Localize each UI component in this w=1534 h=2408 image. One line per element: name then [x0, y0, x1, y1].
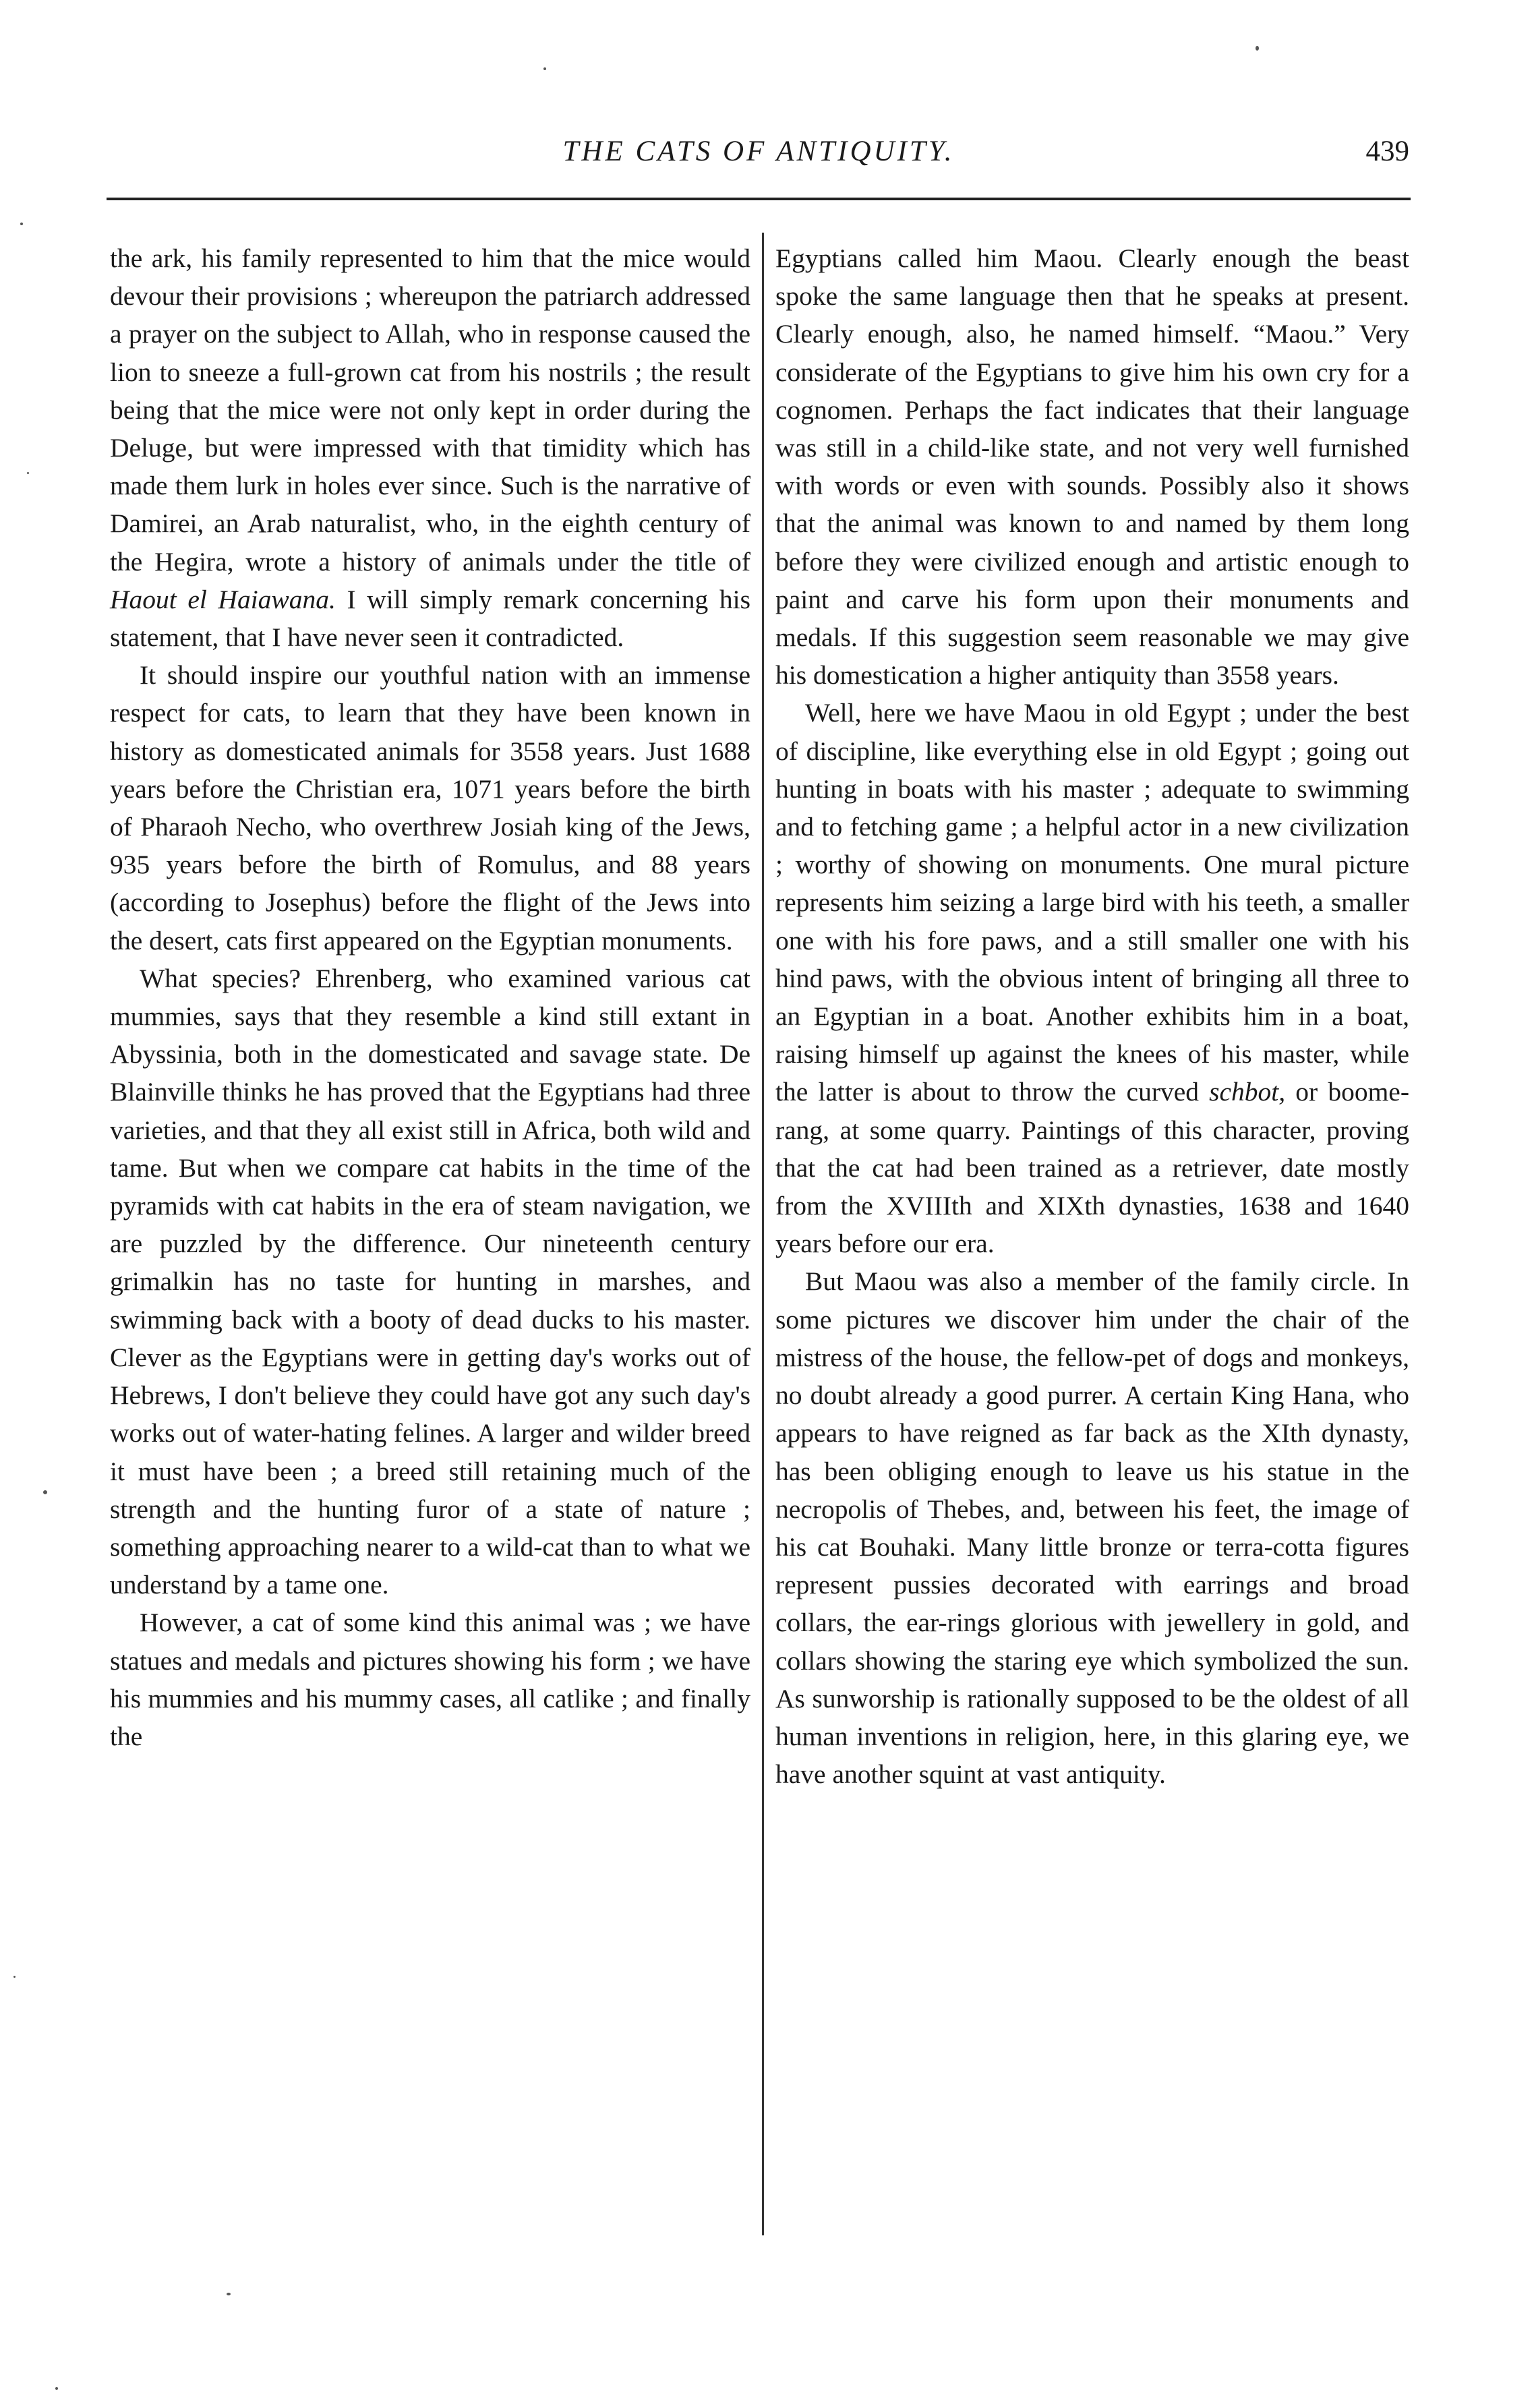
print-speck	[55, 2387, 58, 2390]
print-speck	[1256, 46, 1259, 51]
header-rule	[107, 198, 1411, 200]
print-speck	[13, 1976, 16, 1978]
paragraph: However, a cat of some kind this animal was ; we have statues and medals and pictures showing his form ; we have his mummies and his mummy cases, all catlike ; and finally the	[110, 1608, 750, 1751]
left-column	[110, 239, 750, 1755]
print-speck	[227, 2293, 231, 2295]
running-title: THE CATS OF ANTIQUITY.	[562, 136, 955, 167]
print-speck	[543, 67, 546, 70]
paragraph-continued: Egyptians called him Maou. Clearly enough the beast spoke the same language then that he speaks at present. Clearly enough, also, he named himself. “Maou.” Very considerate of the Egyptians to give him his own cry for a cognomen. Perhaps the fact indicates that their language was still in a child-like state, and not very well furnished with words or even with sounds. Possibly also it shows that the animal was known to and named by them long before they were civilized enough and artistic enough to paint and carve his form upon their monuments and medals. If this suggestion seem reasonable we may give his domestication a higher antiquity than 3558 years.	[775, 243, 1409, 691]
column-divider	[762, 233, 764, 2235]
right-column	[775, 239, 1409, 1793]
italic-term: schbot,	[1209, 1077, 1286, 1107]
print-speck	[20, 223, 23, 225]
paragraph-text: Well, here we have Maou in old Egypt ; under the best of discipline, like everything else in old Egypt ; going out hunting in boats with his master ; adequate to swimming and to fetching game ; a helpful actor in a new civilization ; worthy of showing on monuments. One mural picture represents him seizing a large bird with his teeth, a smaller one with his fore paws, and a still smaller one with his hind paws, with the obvious intent of bringing all three to an Egyptian in a boat. Another exhibits him in a boat, raising himself up against the knees of his master, while the latter is about to throw the curved	[775, 698, 1409, 1107]
print-speck	[27, 472, 29, 474]
paragraph: What species? Ehrenberg, who examined various cat mummies, says that they resemble a kind still extant in Abyssinia, both in the domesticated and savage state. De Blainville thinks he has proved that the Egyptians had three varieties, and that they all exist still in Africa, both wild and tame. But when we compare cat habits in the time of the pyramids with cat habits in the era of steam navigation, we are puzzled by the difference. Our nineteenth century grimalkin has no taste for hunting in marshes, and swimming back with a booty of dead ducks to his master. Clever as the Egyptians were in getting day's works out of Hebrews, I don't believe they could have got any such day's works out of water-hating felines. A larger and wilder breed it must have been ; a breed still retaining much of the strength and the hunting furor of a state of nature ; something approaching nearer to a wild-cat than to what we understand by a tame one.	[110, 963, 750, 1600]
paragraph-text: the ark, his family represented to him that the mice would devour their provisions ; whereupon the patriarch addressed a prayer on the subject to Allah, who in response caused the lion to sneeze a full-grown cat from his nostrils ; the result being that the mice were not only kept in order during the Deluge, but were impressed with that timidity which has made them lurk in holes ever since. Such is the narrative of Damirei, an Arab naturalist, who, in the eighth century of the Hegira, wrote a history of animals under the title of	[110, 243, 750, 577]
paragraph-continued	[110, 239, 750, 656]
running-head	[108, 128, 1409, 175]
paragraph: But Maou was also a member of the family circle. In some pictures we discover him under the chair of the mistress of the house, the fellow-pet of dogs and monkeys, no doubt already a good purrer. A certain King Hana, who appears to have reigned as far back as the XIth dynasty, has been obliging enough to leave us his statue in the necropolis of Thebes, and, between his feet, the image of his cat Bouhaki. Many little bronze or terra-cotta figures represent pussies decorated with earrings and broad collars, the ear-rings glorious with jewellery in gold, and collars showing the staring eye which symbolized the sun. As sunworship is rationally supposed to be the oldest of all human inventions in religion, here, in this glaring eye, we have another squint at vast antiquity.	[775, 1266, 1409, 1790]
paragraph-text: or boomerang, at some quarry. Paintings of this character, proving that the cat had been trained as a retriever, date mostly from the XVIIIth and XIXth dynasties, 1638 and 1640 years before our era.	[775, 1077, 1409, 1259]
paragraph-text: I will simply remark concerning his statement, that I have never seen it contradicted.	[110, 584, 750, 653]
paragraph: It should inspire our youthful nation with an immense respect for cats, to learn that they have been known in history as domesticated animals for 3558 years. Just 1688 years before the Christian era, 1071 years before the birth of Pharaoh Necho, who overthrew Josiah king of the Jews, 935 years before the birth of Romulus, and 88 years (according to Josephus) before the flight of the Jews into the desert, cats first appeared on the Egyptian monuments.	[110, 660, 750, 956]
paragraph	[775, 694, 1409, 1262]
page-number: 439	[1365, 136, 1409, 167]
book-title: Haout el Haiawana.	[110, 584, 336, 614]
print-speck	[43, 1490, 47, 1494]
